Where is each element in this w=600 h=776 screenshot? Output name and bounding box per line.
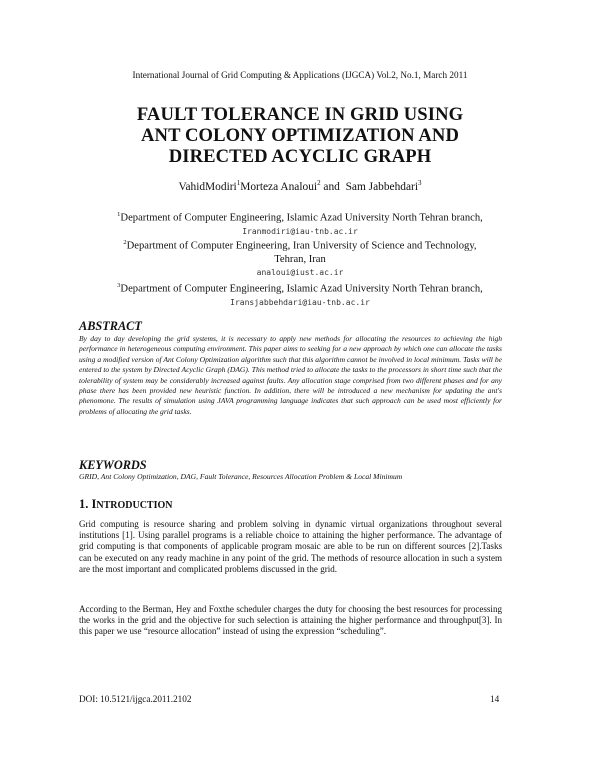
email-2[interactable]: analoui@iust.ac.ir xyxy=(256,267,344,277)
author-2-sup: 2 xyxy=(317,179,321,187)
author-1-sup: 1 xyxy=(236,179,241,187)
keywords-heading: KEYWORDS xyxy=(79,458,147,472)
abstract-text: By day to day developing the grid systems, it is necessary to apply new methods for allocating the resources to achieving the high performance in heterogeneous computing environment. This paper aims to seeking for a new approach by which one can allocate the tasks using a modified version of Ant Colony Optimization algorithm such that this algorithm cannot be involved in local minimum. Tasks will be entered to the system by Directed Acyclic Graph (DAG). This method tried to allocate the tasks to the processors in short time such that the tolerability of system may be considerably increased against faults. Any allocation stage comprised from two different phases and for any phase there has been provided new heuristic function. In addition, there will be introduced a new mechanism for updating the ant's phenomone. The results of simulation using JAVA programming language indicates that such approach can be used most efficiently for problems of allocating the grid tasks. xyxy=(79,334,502,416)
intro-paragraph-2: According to the Berman, Hey and Foxthe scheduler charges the duty for choosing the best resources for processing the works in the grid and the objective for such selection is attaining the higher performance and throughput[3]. In this paper we use “resource allocation” instead of using the expression “scheduling”. xyxy=(79,604,502,637)
keywords-text: GRID, Ant Colony Optimization, DAG, Fault Tolerance, Resources Allocation Problem & Local Minimum xyxy=(79,472,403,481)
affiliation-2-text2: Tehran, Iran xyxy=(274,253,326,265)
author-3: Sam Jabbehdari xyxy=(345,180,419,193)
paper-title xyxy=(60,104,540,167)
author-list xyxy=(0,179,600,193)
author-conj: and xyxy=(320,180,346,193)
affiliation-2-sup: 2 xyxy=(123,239,127,246)
author-3-sup: 3 xyxy=(418,179,422,187)
journal-header: International Journal of Grid Computing & Applications (IJGCA) Vol.2, No.1, March 2011 xyxy=(132,70,468,80)
intro-number: 1. xyxy=(79,497,92,511)
author-2: Morteza Analoui xyxy=(240,180,318,193)
introduction-heading xyxy=(79,497,173,512)
author-1: VahidModiri xyxy=(178,180,237,193)
intro-rest: NTRODUCTION xyxy=(96,500,173,511)
affiliation-2-text: Department of Computer Engineering, Iran University of Science and Technology, xyxy=(126,240,477,252)
affiliation-3-text: Department of Computer Engineering, Islamic Azad University North Tehran branch, xyxy=(120,283,483,295)
title-line-1: FAULT TOLERANCE IN GRID USING xyxy=(136,104,464,125)
email-3[interactable]: Iransjabbehdari@iau-tnb.ac.ir xyxy=(230,297,370,307)
title-line-2: ANT COLONY OPTIMIZATION AND xyxy=(141,125,459,146)
affiliation-3-sup: 3 xyxy=(117,282,121,289)
title-line-3: DIRECTED ACYCLIC GRAPH xyxy=(168,146,432,167)
doi-footer: DOI: 10.5121/ijgca.2011.2102 xyxy=(79,694,192,704)
affiliation-1-text: Department of Computer Engineering, Islamic Azad University North Tehran branch, xyxy=(120,212,483,224)
page-number: 14 xyxy=(490,694,500,704)
intro-initial: I xyxy=(91,497,97,511)
affiliation-1-sup: 1 xyxy=(117,211,121,218)
email-1[interactable]: Iranmodiri@iau-tnb.ac.ir xyxy=(242,226,358,236)
affiliation-1 xyxy=(60,208,540,238)
affiliation-2 xyxy=(60,236,540,279)
intro-paragraph-1: Grid computing is resource sharing and problem solving in dynamic virtual organizations throughout several institutions [1]. Using parallel programs is a reliable choice to attaining the higher performance. The advantage of grid computing is that components of applicable program mosaic are able to be run on different sources [2].Tasks can be executed on any ready machine in any point of the grid. The methods of resource allocation in such a system are the most important and complicated problems discussed in the grid. xyxy=(79,519,502,574)
abstract-heading: ABSTRACT xyxy=(79,319,142,333)
affiliation-3 xyxy=(60,279,540,309)
